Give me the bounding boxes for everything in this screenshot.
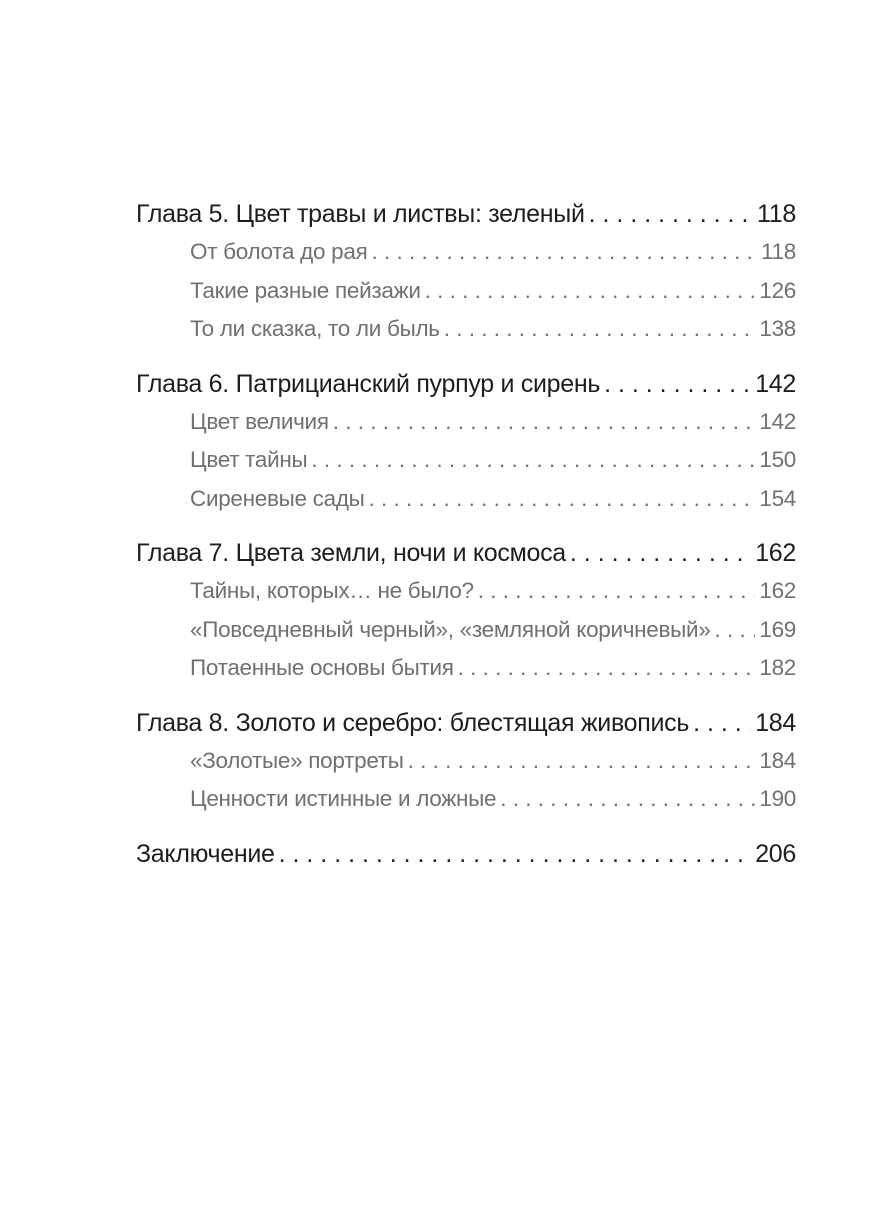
dot-leader bbox=[333, 403, 756, 442]
toc-chapter-5 bbox=[136, 196, 796, 349]
dot-leader bbox=[408, 742, 756, 781]
dot-leader bbox=[715, 611, 756, 650]
dot-leader bbox=[311, 441, 755, 480]
section-title: Тайны, которых… не было? bbox=[190, 578, 474, 603]
toc-chapter-row[interactable] bbox=[136, 705, 796, 742]
toc-conclusion-row[interactable] bbox=[136, 836, 796, 873]
toc-conclusion bbox=[136, 836, 796, 873]
page-number: 184 bbox=[759, 747, 796, 773]
toc-section-row[interactable] bbox=[136, 403, 796, 442]
toc-chapter-8 bbox=[136, 705, 796, 819]
toc-section-row[interactable] bbox=[136, 742, 796, 781]
section-title: «Золотые» портреты bbox=[190, 747, 404, 773]
toc-chapter-6 bbox=[136, 366, 796, 519]
section-title: Сиреневые сады bbox=[190, 485, 365, 511]
chapter-title: Глава 6. Патрицианский пурпур и сирень bbox=[136, 369, 601, 398]
page-number: 162 bbox=[755, 539, 796, 567]
toc-section-row[interactable] bbox=[136, 649, 796, 688]
dot-leader bbox=[693, 705, 751, 742]
dot-leader bbox=[604, 366, 751, 403]
section-title: Цвет величия bbox=[190, 408, 329, 434]
dot-leader bbox=[570, 535, 751, 572]
section-title: Потаенные основы бытия bbox=[190, 655, 454, 680]
dot-leader bbox=[425, 272, 756, 311]
toc-section-row[interactable] bbox=[136, 480, 796, 519]
section-title: «Повседневный черный», «земляной коричневый» bbox=[190, 616, 711, 642]
page-number: 184 bbox=[755, 708, 796, 737]
dot-leader bbox=[478, 572, 756, 611]
toc-section-row[interactable] bbox=[136, 272, 796, 311]
section-title: Ценности истинные и ложные bbox=[190, 786, 497, 811]
page-number: 126 bbox=[759, 277, 796, 303]
section-title: Цвет тайны bbox=[190, 447, 308, 472]
conclusion-title: Заключение bbox=[136, 839, 275, 868]
chapter-title: Глава 8. Золото и серебро: блестящая живопись bbox=[136, 708, 690, 737]
table-of-contents bbox=[136, 196, 796, 890]
page-number: 138 bbox=[759, 316, 796, 341]
chapter-title: Глава 7. Цвета земли, ночи и космоса bbox=[136, 539, 566, 567]
page-number: 150 bbox=[759, 447, 796, 472]
dot-leader bbox=[500, 780, 755, 819]
page-number: 118 bbox=[757, 200, 796, 228]
toc-section-row[interactable] bbox=[136, 572, 796, 611]
page-number: 154 bbox=[759, 485, 796, 511]
toc-section-row[interactable] bbox=[136, 310, 796, 349]
dot-leader bbox=[369, 480, 756, 519]
section-title: То ли сказка, то ли быль bbox=[190, 316, 440, 341]
toc-chapter-row[interactable] bbox=[136, 366, 796, 403]
toc-section-row[interactable] bbox=[136, 780, 796, 819]
dot-leader bbox=[444, 310, 756, 349]
toc-section-row[interactable] bbox=[136, 611, 796, 650]
page-number: 182 bbox=[759, 655, 796, 680]
page-number: 118 bbox=[761, 239, 796, 264]
page-number: 142 bbox=[755, 369, 796, 398]
dot-leader bbox=[279, 836, 752, 873]
page-number: 142 bbox=[759, 408, 796, 434]
dot-leader bbox=[458, 649, 756, 688]
dot-leader bbox=[372, 233, 758, 272]
page-number: 190 bbox=[759, 786, 796, 811]
page-number: 206 bbox=[755, 839, 796, 868]
page-number: 169 bbox=[759, 616, 796, 642]
toc-chapter-row[interactable] bbox=[136, 196, 796, 233]
section-title: От болота до рая bbox=[190, 239, 368, 264]
toc-chapter-7 bbox=[136, 535, 796, 688]
dot-leader bbox=[589, 196, 753, 233]
chapter-title: Глава 5. Цвет травы и листвы: зеленый bbox=[136, 200, 585, 228]
page-number: 162 bbox=[759, 578, 796, 603]
toc-section-row[interactable] bbox=[136, 233, 796, 272]
toc-chapter-row[interactable] bbox=[136, 535, 796, 572]
section-title: Такие разные пейзажи bbox=[190, 277, 421, 303]
toc-section-row[interactable] bbox=[136, 441, 796, 480]
